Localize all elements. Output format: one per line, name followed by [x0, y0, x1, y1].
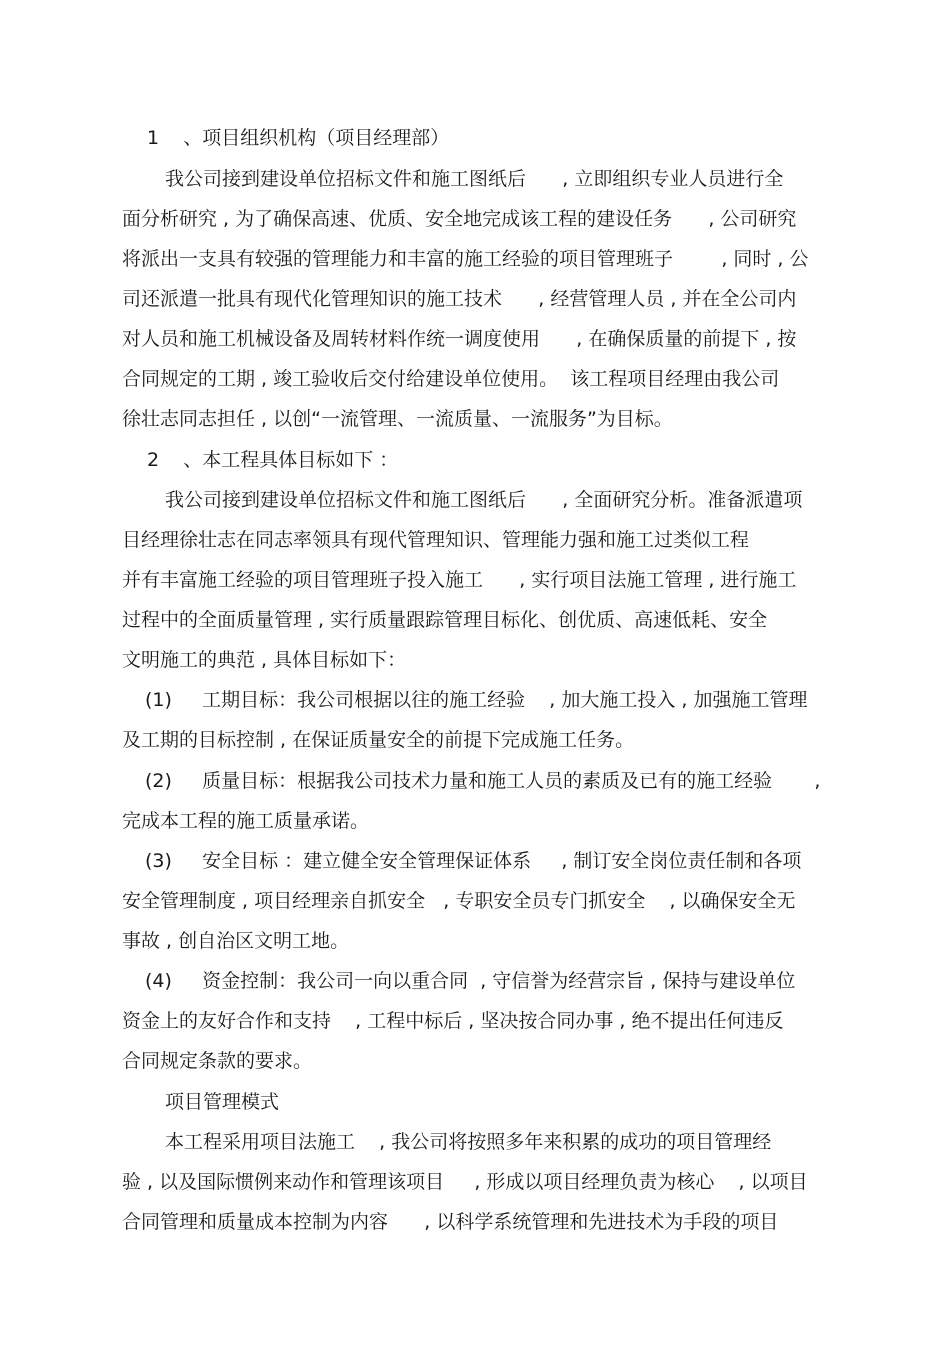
list-item-line: (3) 安全目标 ：建立健全安全管理保证体系 , 制订安全岗位责任制和各项	[145, 850, 802, 872]
list-item-line: (2) 质量目标：根据我公司技术力量和施工人员的素质及已有的施工经验 ,	[145, 770, 821, 792]
paragraph-line: 面分析研究 , 为了确保高速、优质、安全地完成该工程的建设任务 , 公司研究	[122, 208, 797, 230]
paragraph-line: 徐壮志同志担任 , 以创“一流管理、一流质量、一流服务”为目标。	[122, 408, 673, 430]
heading-1: 1 、项目组织机构（项目经理部）	[147, 127, 450, 149]
paragraph-line: 目经理徐壮志在同志率领具有现代管理知识、管理能力强和施工过类似工程	[122, 529, 750, 551]
paragraph-line: 本工程采用项目法施工 , 我公司将按照多年来积累的成功的项目管理经	[165, 1131, 772, 1153]
paragraph-line: 验 , 以及国际惯例来动作和管理该项目 , 形成以项目经理负责为核心 , 以项目	[122, 1171, 808, 1193]
heading-2: 2 、本工程具体目标如下 ：	[147, 449, 399, 471]
paragraph-line: 过程中的全面质量管理 , 实行质量跟踪管理目标化、创优质、高速低耗、安全	[122, 609, 768, 631]
list-item-line: (1) 工期目标：我公司根据以往的施工经验 , 加大施工投入 , 加强施工管理	[145, 689, 808, 711]
list-item-line: 安全管理制度 , 项目经理亲自抓安全 , 专职安全员专门抓安全 , 以确保安全无	[122, 890, 796, 912]
paragraph-line: 我公司接到建设单位招标文件和施工图纸后 , 立即组织专业人员进行全	[165, 168, 784, 190]
paragraph-line: 司还派遣一批具有现代化管理知识的施工技术 , 经营管理人员 , 并在全公司内	[122, 288, 797, 310]
paragraph-line: 并有丰富施工经验的项目管理班子投入施工 , 实行项目法施工管理 , 进行施工	[122, 569, 797, 591]
paragraph-line: 合同管理和质量成本控制为内容 , 以科学系统管理和先进技术为手段的项目	[122, 1211, 779, 1233]
list-item-line: (4) 资金控制：我公司一向以重合同 , 守信誉为经营宗旨 , 保持与建设单位	[145, 970, 796, 992]
paragraph-line: 我公司接到建设单位招标文件和施工图纸后 , 全面研究分析。准备派遣项	[165, 489, 803, 511]
list-item-line: 资金上的友好合作和支持 , 工程中标后 , 坚决按合同办事 , 绝不提出任何违反	[122, 1010, 784, 1032]
section-subheading: 项目管理模式	[165, 1091, 280, 1113]
paragraph-line: 将派出一支具有较强的管理能力和丰富的施工经验的项目管理班子 , 同时 , 公	[122, 248, 809, 270]
list-item-line: 事故 , 创自治区文明工地。	[122, 930, 350, 952]
paragraph-line: 文明施工的典范 , 具体目标如下：	[122, 649, 407, 671]
paragraph-line: 对人员和施工机械设备及周转材料作统一调度使用 , 在确保质量的前提下 , 按	[122, 328, 797, 350]
paragraph-line: 合同规定的工期 , 竣工验收后交付给建设单位使用。 该工程项目经理由我公司	[122, 368, 780, 390]
list-item-line: 完成本工程的施工质量承诺。	[122, 810, 370, 832]
list-item-line: 合同规定条款的要求。	[122, 1050, 313, 1072]
list-item-line: 及工期的目标控制 , 在保证质量安全的前提下完成施工任务。	[122, 729, 635, 751]
